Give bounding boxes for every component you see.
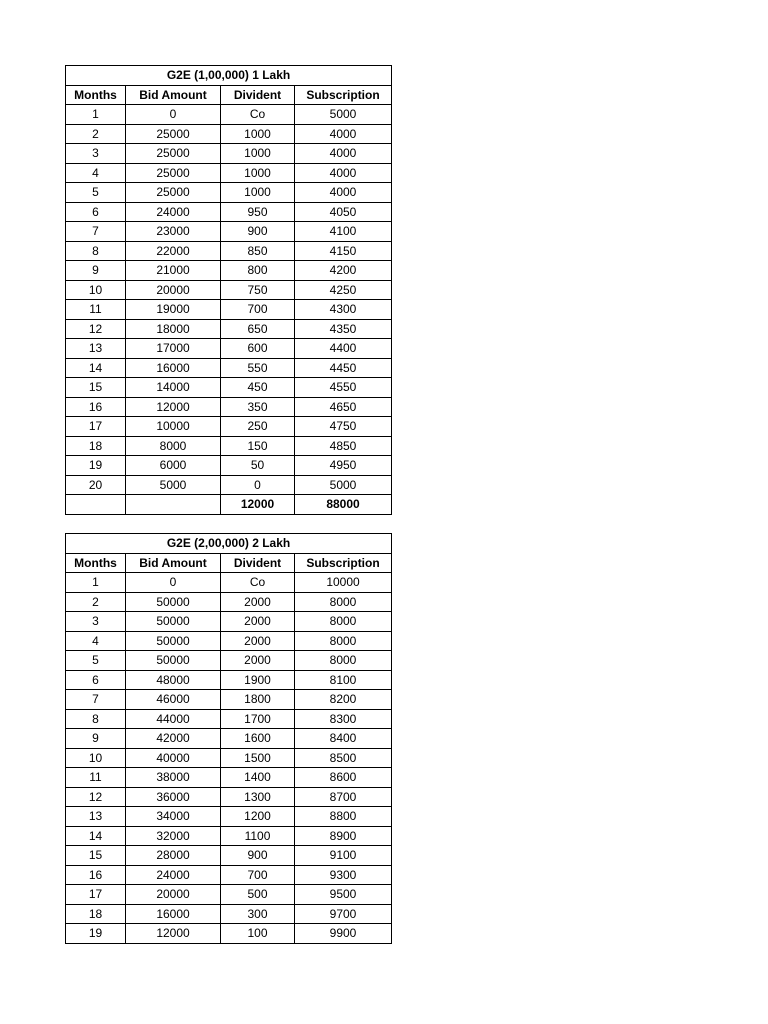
table-row <box>66 924 392 944</box>
divident-cell: 2000 <box>221 651 295 671</box>
subscription-cell: 4000 <box>295 183 392 203</box>
subscription-cell: 8200 <box>295 690 392 710</box>
divident-cell: 1000 <box>221 183 295 203</box>
divident-cell: 2000 <box>221 612 295 632</box>
bid-amount-cell: 42000 <box>126 729 221 749</box>
bid-amount-cell: 22000 <box>126 241 221 261</box>
table-row <box>66 436 392 456</box>
total-months-cell <box>66 495 126 515</box>
divident-cell: 650 <box>221 319 295 339</box>
subscription-cell: 9500 <box>295 885 392 905</box>
divident-cell: 1200 <box>221 807 295 827</box>
table-row <box>66 358 392 378</box>
months-cell: 9 <box>66 261 126 281</box>
table-row <box>66 183 392 203</box>
divident-cell: 1800 <box>221 690 295 710</box>
table-row <box>66 397 392 417</box>
bid-amount-cell: 24000 <box>126 865 221 885</box>
table-title-row <box>66 66 392 86</box>
subscription-cell: 8900 <box>295 826 392 846</box>
divident-cell: 550 <box>221 358 295 378</box>
months-cell: 14 <box>66 358 126 378</box>
bid-amount-cell: 18000 <box>126 319 221 339</box>
bid-amount-cell: 21000 <box>126 261 221 281</box>
months-cell: 18 <box>66 904 126 924</box>
bid-amount-cell: 0 <box>126 573 221 593</box>
bid-amount-cell: 14000 <box>126 378 221 398</box>
divident-cell: 1000 <box>221 124 295 144</box>
bid-amount-cell: 25000 <box>126 183 221 203</box>
divident-cell: 150 <box>221 436 295 456</box>
table-row <box>66 670 392 690</box>
subscription-cell: 8800 <box>295 807 392 827</box>
table-row <box>66 261 392 281</box>
bid-amount-cell: 0 <box>126 105 221 125</box>
bid-amount-cell: 25000 <box>126 124 221 144</box>
divident-cell: Co <box>221 105 295 125</box>
divident-cell: 1900 <box>221 670 295 690</box>
table-row <box>66 690 392 710</box>
divident-cell: 500 <box>221 885 295 905</box>
table-row <box>66 105 392 125</box>
months-cell: 4 <box>66 163 126 183</box>
subscription-cell: 4250 <box>295 280 392 300</box>
months-cell: 7 <box>66 222 126 242</box>
months-cell: 17 <box>66 417 126 437</box>
chit-table-2-lakh <box>65 533 392 944</box>
bid-amount-cell: 16000 <box>126 904 221 924</box>
months-cell: 16 <box>66 397 126 417</box>
months-cell: 8 <box>66 241 126 261</box>
table-row <box>66 631 392 651</box>
divident-cell: 900 <box>221 846 295 866</box>
table-header-row <box>66 85 392 105</box>
bid-amount-cell: 44000 <box>126 709 221 729</box>
months-cell: 13 <box>66 339 126 359</box>
months-cell: 12 <box>66 319 126 339</box>
months-cell: 18 <box>66 436 126 456</box>
divident-cell: 1300 <box>221 787 295 807</box>
subscription-cell: 8400 <box>295 729 392 749</box>
table-row <box>66 475 392 495</box>
months-cell: 11 <box>66 768 126 788</box>
bid-amount-cell: 5000 <box>126 475 221 495</box>
subscription-cell: 4650 <box>295 397 392 417</box>
months-cell: 1 <box>66 573 126 593</box>
bid-amount-cell: 46000 <box>126 690 221 710</box>
table-row <box>66 202 392 222</box>
divident-cell: 850 <box>221 241 295 261</box>
divident-cell: 350 <box>221 397 295 417</box>
divident-cell: 1100 <box>221 826 295 846</box>
table-row <box>66 300 392 320</box>
months-cell: 10 <box>66 280 126 300</box>
subscription-cell: 8000 <box>295 612 392 632</box>
bid-amount-cell: 28000 <box>126 846 221 866</box>
months-cell: 3 <box>66 612 126 632</box>
divident-cell: 1000 <box>221 163 295 183</box>
bid-amount-cell: 12000 <box>126 397 221 417</box>
bid-amount-cell: 50000 <box>126 592 221 612</box>
bid-amount-cell: 20000 <box>126 280 221 300</box>
months-cell: 15 <box>66 846 126 866</box>
table-row <box>66 280 392 300</box>
subscription-cell: 4000 <box>295 163 392 183</box>
table-row <box>66 612 392 632</box>
divident-cell: 950 <box>221 202 295 222</box>
divident-cell: 1700 <box>221 709 295 729</box>
bid-amount-cell: 38000 <box>126 768 221 788</box>
months-cell: 1 <box>66 105 126 125</box>
table-row <box>66 378 392 398</box>
divident-cell: 50 <box>221 456 295 476</box>
table-row <box>66 904 392 924</box>
subscription-cell: 8700 <box>295 787 392 807</box>
table-title: G2E (2,00,000) 2 Lakh <box>66 534 392 554</box>
subscription-cell: 4400 <box>295 339 392 359</box>
bid-amount-cell: 48000 <box>126 670 221 690</box>
bid-amount-cell: 34000 <box>126 807 221 827</box>
months-cell: 4 <box>66 631 126 651</box>
months-cell: 19 <box>66 924 126 944</box>
column-header-subscription: Subscription <box>295 553 392 573</box>
table-row <box>66 846 392 866</box>
bid-amount-cell: 50000 <box>126 651 221 671</box>
months-cell: 10 <box>66 748 126 768</box>
divident-cell: 600 <box>221 339 295 359</box>
divident-cell: 300 <box>221 904 295 924</box>
subscription-cell: 4050 <box>295 202 392 222</box>
bid-amount-cell: 17000 <box>126 339 221 359</box>
months-cell: 9 <box>66 729 126 749</box>
table-row <box>66 319 392 339</box>
subscription-cell: 4450 <box>295 358 392 378</box>
subscription-cell: 10000 <box>295 573 392 593</box>
table-header-row <box>66 553 392 573</box>
table-total-row <box>66 495 392 515</box>
months-cell: 17 <box>66 885 126 905</box>
chit-table-1-lakh <box>65 65 392 515</box>
table-row <box>66 241 392 261</box>
months-cell: 7 <box>66 690 126 710</box>
table-row <box>66 885 392 905</box>
table-row <box>66 768 392 788</box>
divident-cell: 1000 <box>221 144 295 164</box>
table-row <box>66 748 392 768</box>
subscription-cell: 8500 <box>295 748 392 768</box>
bid-amount-cell: 32000 <box>126 826 221 846</box>
bid-amount-cell: 16000 <box>126 358 221 378</box>
table-title: G2E (1,00,000) 1 Lakh <box>66 66 392 86</box>
column-header-months: Months <box>66 85 126 105</box>
column-header-divident: Divident <box>221 553 295 573</box>
subscription-cell: 4100 <box>295 222 392 242</box>
table-row <box>66 124 392 144</box>
subscription-cell: 4000 <box>295 144 392 164</box>
total-divident-cell: 12000 <box>221 495 295 515</box>
table-title-row <box>66 534 392 554</box>
bid-amount-cell: 24000 <box>126 202 221 222</box>
subscription-cell: 9100 <box>295 846 392 866</box>
subscription-cell: 8000 <box>295 592 392 612</box>
table-row <box>66 222 392 242</box>
months-cell: 20 <box>66 475 126 495</box>
table-row <box>66 729 392 749</box>
bid-amount-cell: 25000 <box>126 163 221 183</box>
divident-cell: 450 <box>221 378 295 398</box>
subscription-cell: 4150 <box>295 241 392 261</box>
months-cell: 5 <box>66 183 126 203</box>
subscription-cell: 4000 <box>295 124 392 144</box>
months-cell: 19 <box>66 456 126 476</box>
subscription-cell: 9900 <box>295 924 392 944</box>
subscription-cell: 8600 <box>295 768 392 788</box>
table-row <box>66 709 392 729</box>
divident-cell: 900 <box>221 222 295 242</box>
months-cell: 6 <box>66 670 126 690</box>
divident-cell: 700 <box>221 300 295 320</box>
months-cell: 12 <box>66 787 126 807</box>
subscription-cell: 4850 <box>295 436 392 456</box>
table-row <box>66 826 392 846</box>
divident-cell: 1500 <box>221 748 295 768</box>
column-header-bid-amount: Bid Amount <box>126 85 221 105</box>
months-cell: 8 <box>66 709 126 729</box>
months-cell: 2 <box>66 124 126 144</box>
subscription-cell: 9700 <box>295 904 392 924</box>
months-cell: 11 <box>66 300 126 320</box>
months-cell: 2 <box>66 592 126 612</box>
divident-cell: 1400 <box>221 768 295 788</box>
table-row <box>66 865 392 885</box>
divident-cell: 750 <box>221 280 295 300</box>
subscription-cell: 4300 <box>295 300 392 320</box>
divident-cell: 1600 <box>221 729 295 749</box>
bid-amount-cell: 23000 <box>126 222 221 242</box>
subscription-cell: 5000 <box>295 105 392 125</box>
table-row <box>66 651 392 671</box>
bid-amount-cell: 6000 <box>126 456 221 476</box>
column-header-divident: Divident <box>221 85 295 105</box>
bid-amount-cell: 36000 <box>126 787 221 807</box>
divident-cell: 2000 <box>221 631 295 651</box>
column-header-bid-amount: Bid Amount <box>126 553 221 573</box>
table-row <box>66 417 392 437</box>
divident-cell: Co <box>221 573 295 593</box>
subscription-cell: 4350 <box>295 319 392 339</box>
bid-amount-cell: 50000 <box>126 612 221 632</box>
months-cell: 16 <box>66 865 126 885</box>
bid-amount-cell: 20000 <box>126 885 221 905</box>
subscription-cell: 8000 <box>295 651 392 671</box>
divident-cell: 0 <box>221 475 295 495</box>
months-cell: 13 <box>66 807 126 827</box>
table-row <box>66 144 392 164</box>
divident-cell: 800 <box>221 261 295 281</box>
table-row <box>66 456 392 476</box>
subscription-cell: 5000 <box>295 475 392 495</box>
months-cell: 3 <box>66 144 126 164</box>
column-header-subscription: Subscription <box>295 85 392 105</box>
table-row <box>66 573 392 593</box>
bid-amount-cell: 50000 <box>126 631 221 651</box>
bid-amount-cell: 8000 <box>126 436 221 456</box>
table-row <box>66 163 392 183</box>
months-cell: 15 <box>66 378 126 398</box>
subscription-cell: 9300 <box>295 865 392 885</box>
subscription-cell: 4200 <box>295 261 392 281</box>
subscription-cell: 4550 <box>295 378 392 398</box>
divident-cell: 2000 <box>221 592 295 612</box>
subscription-cell: 8300 <box>295 709 392 729</box>
divident-cell: 100 <box>221 924 295 944</box>
bid-amount-cell: 25000 <box>126 144 221 164</box>
table-row <box>66 339 392 359</box>
table-row <box>66 592 392 612</box>
subscription-cell: 8000 <box>295 631 392 651</box>
months-cell: 14 <box>66 826 126 846</box>
table-row <box>66 787 392 807</box>
months-cell: 5 <box>66 651 126 671</box>
subscription-cell: 8100 <box>295 670 392 690</box>
divident-cell: 700 <box>221 865 295 885</box>
subscription-cell: 4750 <box>295 417 392 437</box>
bid-amount-cell: 19000 <box>126 300 221 320</box>
total-bid-amount-cell <box>126 495 221 515</box>
divident-cell: 250 <box>221 417 295 437</box>
total-subscription-cell: 88000 <box>295 495 392 515</box>
table-row <box>66 807 392 827</box>
bid-amount-cell: 12000 <box>126 924 221 944</box>
subscription-cell: 4950 <box>295 456 392 476</box>
bid-amount-cell: 10000 <box>126 417 221 437</box>
bid-amount-cell: 40000 <box>126 748 221 768</box>
column-header-months: Months <box>66 553 126 573</box>
months-cell: 6 <box>66 202 126 222</box>
